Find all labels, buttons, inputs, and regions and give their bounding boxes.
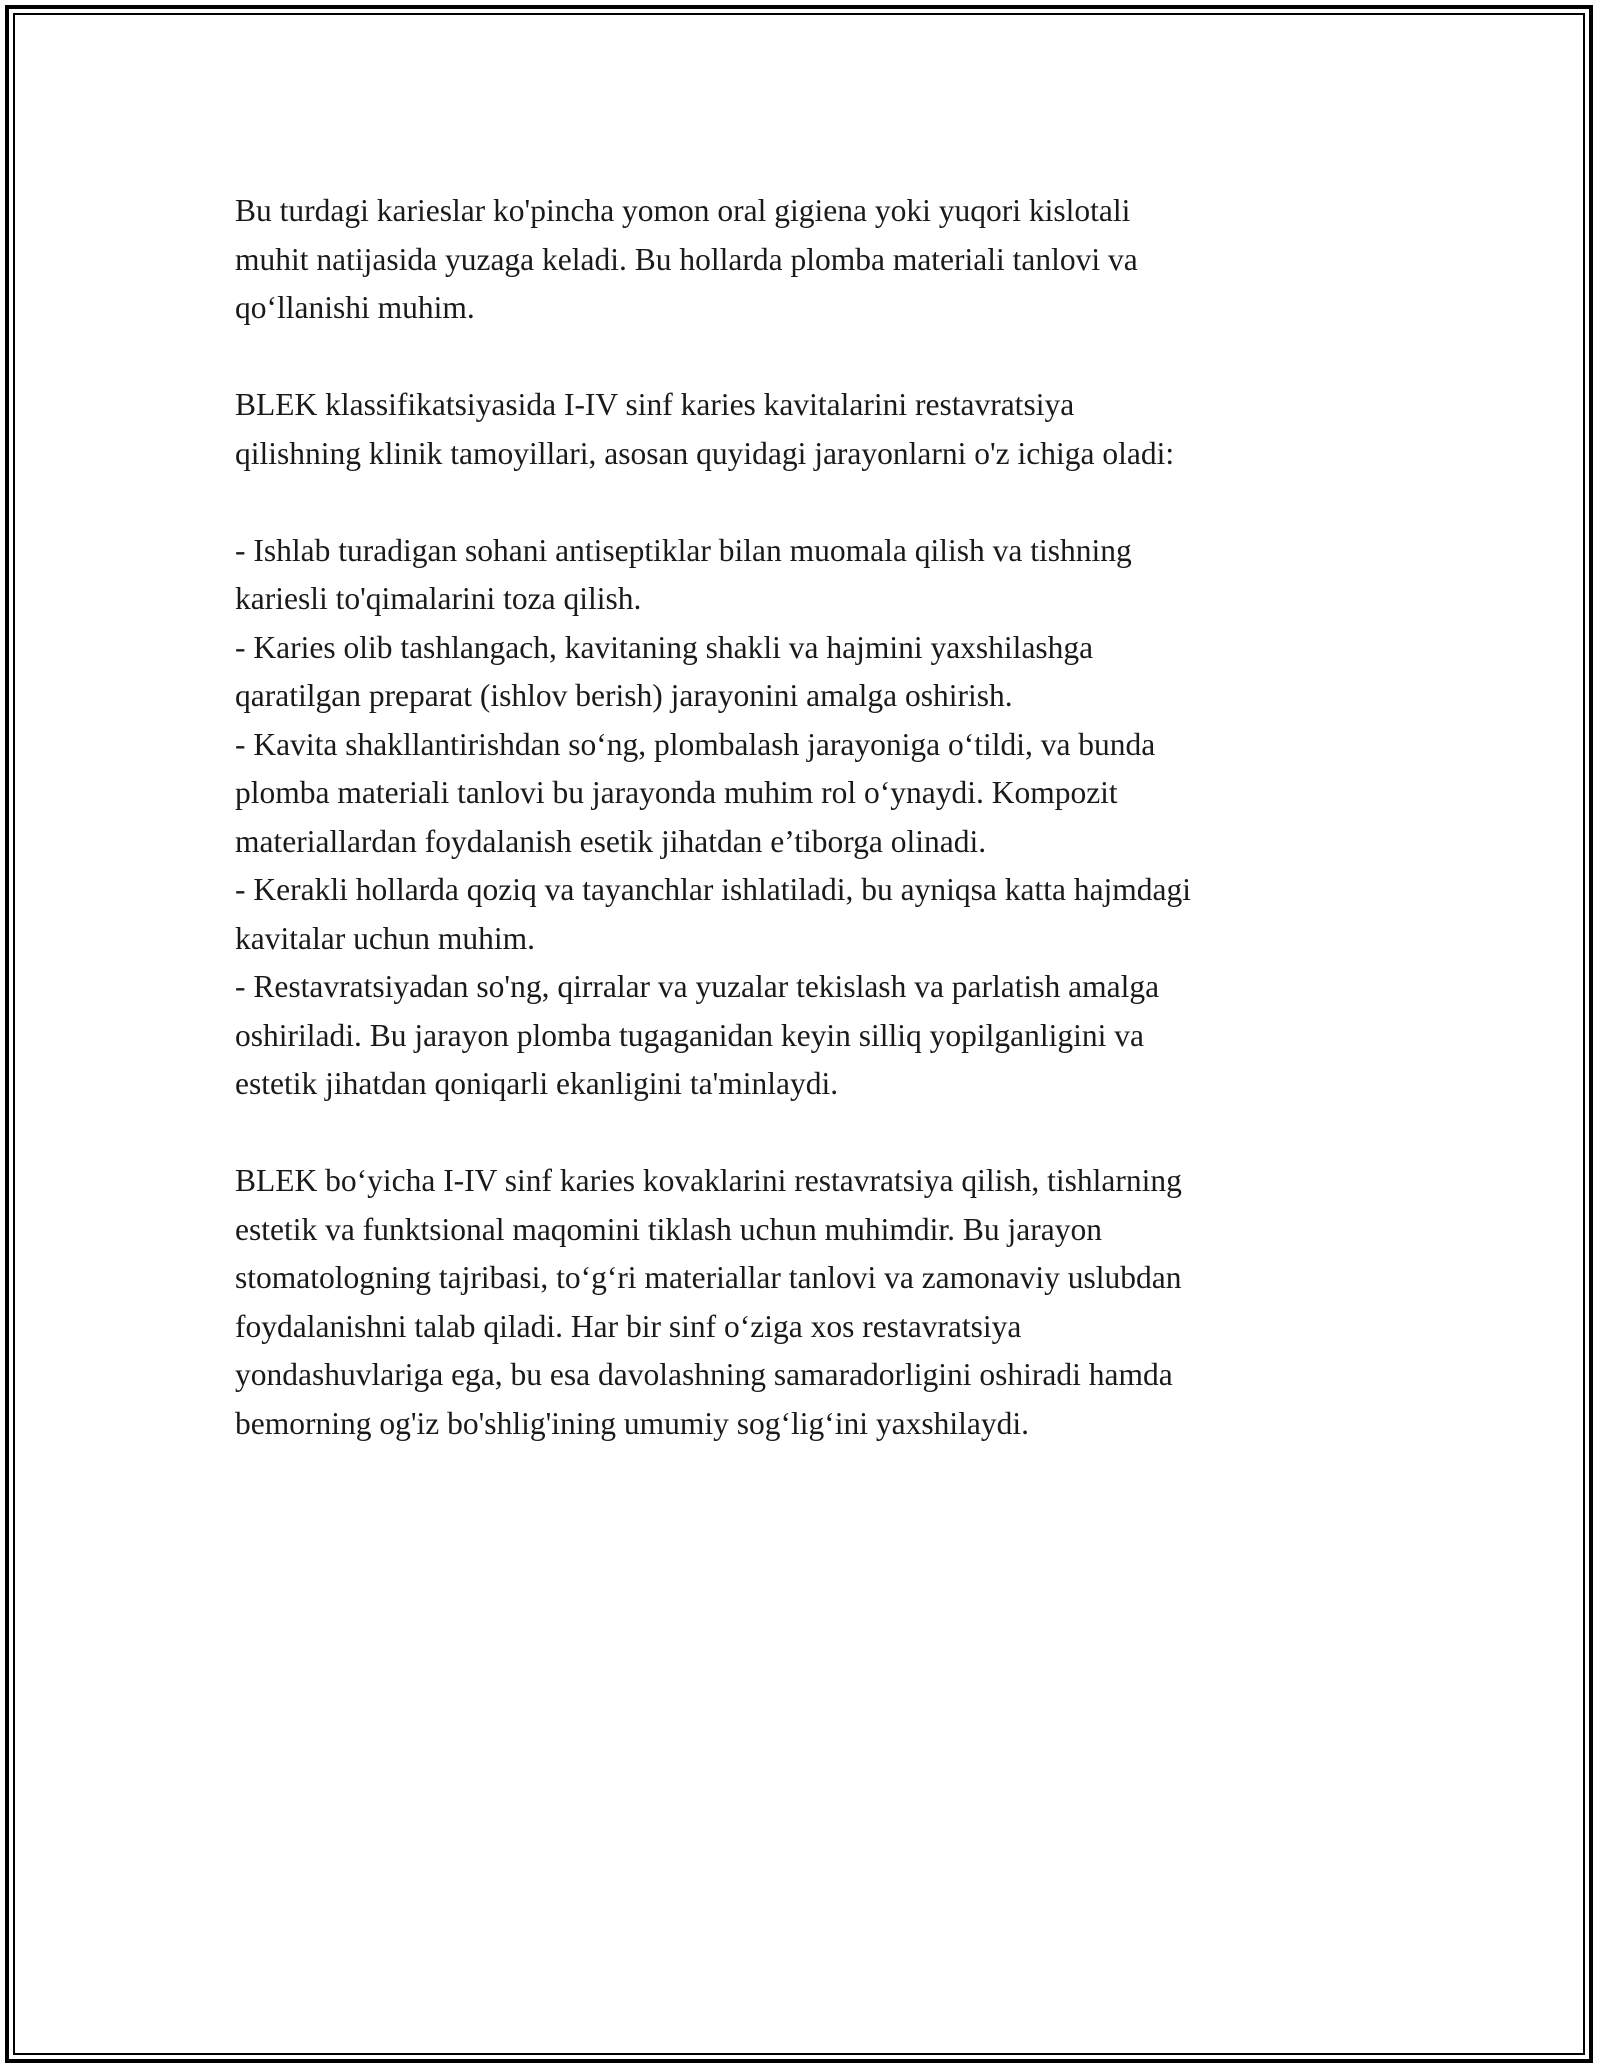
- text-line: foydalanishni talab qiladi. Har bir sinf o‘ziga xos restavratsiya: [235, 1308, 1022, 1344]
- text-line: kavitalar uchun muhim.: [235, 920, 536, 956]
- text-line: qilishning klinik tamoyillari, asosan quyidagi jarayonlarni o'z ichiga oladi:: [235, 435, 1175, 471]
- text-line: yondashuvlariga ega, bu esa davolashning samaradorligini oshiradi hamda: [235, 1357, 1173, 1392]
- text-line: Bu turdagi karieslar ko'pincha yomon oral gigiena yoki yuqori kislotali: [235, 193, 1131, 228]
- document-body: [235, 187, 1365, 1497]
- text-line: - Ishlab turadigan sohani antiseptiklar bilan muomala qilish va tishning: [235, 532, 1132, 568]
- text-line: stomatologning tajribasi, to‘g‘ri materiallar tanlovi va zamonaviy uslubdan: [235, 1260, 1182, 1295]
- text-line: qaratilgan preparat (ishlov berish) jarayonini amalga oshirish.: [235, 678, 1013, 713]
- paragraph-conclusion: [235, 1157, 1365, 1448]
- text-line: bemorning og'iz bo'shlig'ining umumiy sog‘lig‘ini yaxshilaydi.: [235, 1405, 1029, 1441]
- text-line: BLEK bo‘yicha I-IV sinf karies kovaklarini restavratsiya qilish, tishlarning: [235, 1163, 1182, 1198]
- text-line: plomba materiali tanlovi bu jarayonda muhim rol o‘ynaydi. Kompozit: [235, 775, 1118, 810]
- text-line: kariesli to'qimalarini toza qilish.: [235, 581, 642, 616]
- text-line: estetik jihatdan qoniqarli ekanligini ta'minlaydi.: [235, 1066, 839, 1101]
- text-line: - Restavratsiyadan so'ng, qirralar va yuzalar tekislash va parlatish amalga: [235, 969, 1160, 1004]
- text-line: estetik va funktsional maqomini tiklash uchun muhimdir. Bu jarayon: [235, 1211, 1103, 1247]
- text-line: oshiriladi. Bu jarayon plomba tugaganidan keyin silliq yopilganligini va: [235, 1017, 1144, 1053]
- text-line: muhit natijasida yuzaga keladi. Bu hollarda plomba materiali tanlovi va: [235, 241, 1138, 277]
- text-line: qo‘llanishi muhim.: [235, 290, 475, 325]
- text-line: - Karies olib tashlangach, kavitaning shakli va hajmini yaxshilashga: [235, 629, 1094, 665]
- text-line: - Kavita shakllantirishdan so‘ng, plombalash jarayoniga o‘tildi, va bunda: [235, 726, 1156, 762]
- paragraph-steps-list: [235, 527, 1365, 1109]
- paragraph-principles: [235, 381, 1365, 478]
- text-line: - Kerakli hollarda qoziq va tayanchlar ishlatiladi, bu ayniqsa katta hajmdagi: [235, 872, 1192, 907]
- text-line: BLEK klassifikatsiyasida I-IV sinf karies kavitalarini restavratsiya: [235, 387, 1075, 422]
- text-line: materiallardan foydalanish esetik jihatdan e’tiborga olinadi.: [235, 823, 987, 859]
- paragraph-intro: [235, 187, 1365, 333]
